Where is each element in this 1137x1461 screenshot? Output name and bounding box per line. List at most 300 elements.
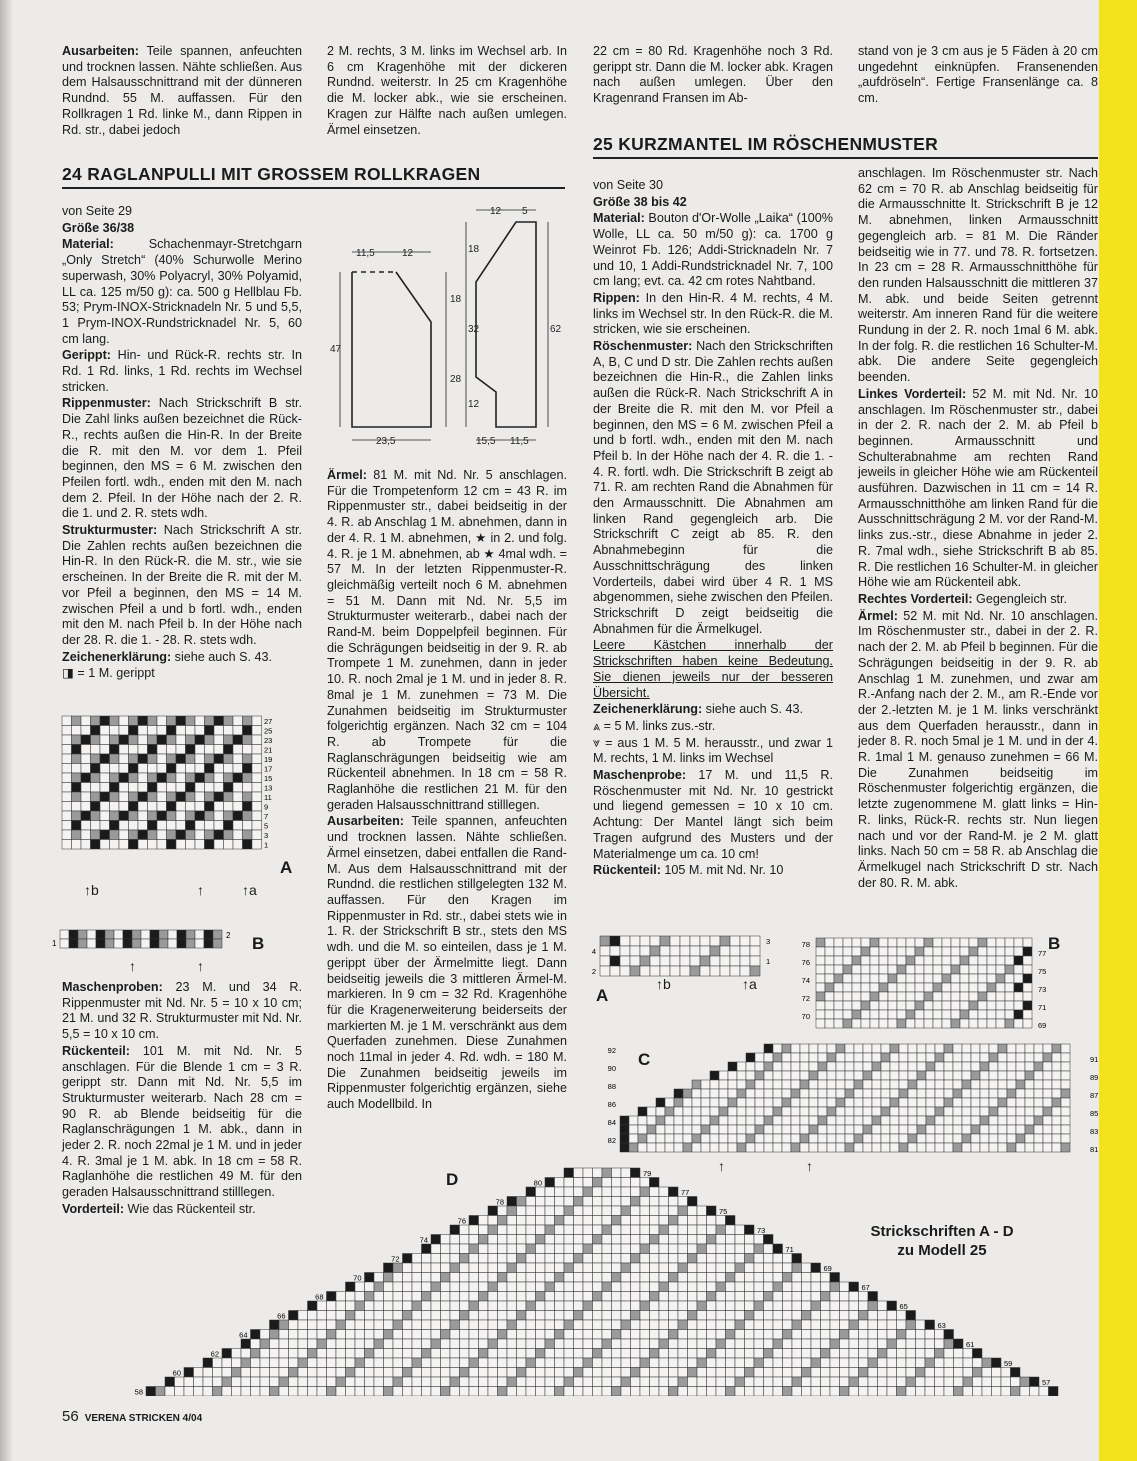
- chart-25-d-cell: [507, 1225, 517, 1235]
- chart-25-d-cell: [469, 1387, 479, 1397]
- chart-25-c-cell: [656, 1143, 665, 1152]
- schematic-w2: 12: [402, 248, 414, 259]
- chart-25-c-cell: [845, 1107, 854, 1116]
- chart-25-d-cell: [707, 1216, 717, 1226]
- chart-25-c-cell: [989, 1116, 998, 1125]
- chart-25-d-cell: [792, 1254, 802, 1264]
- chart-25-d-cell: [602, 1320, 612, 1330]
- chart-25-b-cell: [996, 956, 1005, 965]
- chart-25-d-cell: [564, 1178, 574, 1188]
- chart-25-c-left-row-number: 86: [607, 1100, 616, 1109]
- chart-25-d-cell: [289, 1349, 299, 1359]
- chart-25-b-right-row-number: 73: [1038, 985, 1047, 994]
- chart-25-d-cell: [735, 1349, 745, 1359]
- chart-25-d-cell: [488, 1254, 498, 1264]
- chart-25-d-cell: [640, 1292, 650, 1302]
- chart-25-c-cell: [683, 1143, 692, 1152]
- chart-25-d-cell: [992, 1377, 1002, 1387]
- chart-25-c-cell: [674, 1098, 683, 1107]
- chart-25-b-cell: [897, 938, 906, 947]
- chart-25-d-cell: [241, 1349, 251, 1359]
- chart-25-b-cell: [996, 992, 1005, 1001]
- chart-25-d-right-row-number: 57: [1042, 1378, 1051, 1387]
- chart-25-d-cell: [707, 1225, 717, 1235]
- chart-25-c-cell: [1061, 1107, 1070, 1116]
- chart-25-c-cell: [962, 1107, 971, 1116]
- chart-24-a-cell: [148, 811, 158, 821]
- chart-25-d-cell: [773, 1263, 783, 1273]
- chart-24-b-cell: [69, 930, 78, 939]
- chart-25-d-cell: [650, 1273, 660, 1283]
- chart-25-d-cell: [764, 1311, 774, 1321]
- chart-25-d-cell: [621, 1197, 631, 1207]
- chart-25-d-cell: [726, 1216, 736, 1226]
- chart-25-d-cell: [431, 1320, 441, 1330]
- chart-25-d-cell: [906, 1320, 916, 1330]
- chart-25-d-cell: [488, 1273, 498, 1283]
- chart-24-a-cell: [62, 735, 72, 745]
- chart-24-a-cell: [176, 754, 186, 764]
- chart-24-a-cell: [148, 754, 158, 764]
- chart-25-b-cell: [870, 1019, 879, 1028]
- chart-25-d-cell: [498, 1263, 508, 1273]
- chart-25-c-cell: [836, 1125, 845, 1134]
- chart-24-a-cell: [72, 745, 82, 755]
- chart-25-d-right-row-number: 63: [937, 1321, 946, 1330]
- chart-25-d-cell: [384, 1282, 394, 1292]
- chart-25-d-cell: [574, 1387, 584, 1397]
- chart-25-d-cell: [773, 1273, 783, 1283]
- chart-25-c-cell: [935, 1134, 944, 1143]
- chart-25-d-cell: [621, 1235, 631, 1245]
- chart-25-b-cell: [1005, 938, 1014, 947]
- chart-25-d-cell: [878, 1339, 888, 1349]
- chart-25-c-cell: [728, 1062, 737, 1071]
- chart-25-d-cell: [545, 1311, 555, 1321]
- chart-25-d-cell: [393, 1292, 403, 1302]
- chart-25-b-cell: [870, 956, 879, 965]
- chart-25-b-cell: [816, 1001, 825, 1010]
- chart-25-c-cell: [1007, 1080, 1016, 1089]
- chart-25-d-cell: [745, 1273, 755, 1283]
- chart-24-a-cell: [243, 735, 253, 745]
- chart-25-c-cell: [782, 1044, 791, 1053]
- chart-25-c-cell: [944, 1044, 953, 1053]
- chart-25-d-cell: [479, 1320, 489, 1330]
- chart-24-a-cell: [129, 764, 139, 774]
- chart-25-d-cell: [460, 1225, 470, 1235]
- chart-25-d-cell: [811, 1263, 821, 1273]
- chart-24-a-cell: [176, 764, 186, 774]
- chart-25-d-cell: [830, 1282, 840, 1292]
- chart-25-c-cell: [1016, 1071, 1025, 1080]
- chart-25-c-cell: [926, 1116, 935, 1125]
- top-col-4-text: stand von je 3 cm aus je 5 Fäden à 20 cm ungedehnt einknüpfen. Fransenenden „aufdröseln“. Fertige Fransenlänge ca. 8 cm.: [858, 44, 1098, 106]
- chart-25-c-cell: [1061, 1143, 1070, 1152]
- chart-25-d-cell: [754, 1311, 764, 1321]
- chart-24-a-cell: [195, 735, 205, 745]
- chart-25-c-cell: [836, 1071, 845, 1080]
- s24-col-2-paragraph-label: Ärmel:: [327, 468, 367, 482]
- chart-24-b-cell: [96, 930, 105, 939]
- chart-25-d-cell: [716, 1301, 726, 1311]
- chart-25-d-cell: [697, 1206, 707, 1216]
- chart-25-d-cell: [393, 1273, 403, 1283]
- chart-25-c-cell: [890, 1116, 899, 1125]
- chart-25-d-cell: [602, 1216, 612, 1226]
- chart-25-d-cell: [659, 1387, 669, 1397]
- chart-25-c-cell: [674, 1116, 683, 1125]
- chart-25-d-cell: [488, 1263, 498, 1273]
- chart-25-d-cell: [640, 1377, 650, 1387]
- chart-25-d-cell: [621, 1273, 631, 1283]
- chart-24-a-cell: [81, 811, 91, 821]
- chart-25-d-cell: [412, 1330, 422, 1340]
- chart-25-b-cell: [816, 947, 825, 956]
- chart-25-d-cell: [450, 1387, 460, 1397]
- chart-25-d-cell: [954, 1368, 964, 1378]
- chart-25-d-cell: [697, 1244, 707, 1254]
- chart-25-d-cell: [897, 1377, 907, 1387]
- s24-schematic: [326, 192, 566, 457]
- chart-25-d-cell: [593, 1282, 603, 1292]
- s24-col-1b-paragraph-label: Maschenproben:: [62, 980, 163, 994]
- chart-25-d-cell: [469, 1273, 479, 1283]
- chart-25-d-cell: [650, 1301, 660, 1311]
- chart-25-b-cell: [924, 965, 933, 974]
- chart-25-d-cell: [716, 1273, 726, 1283]
- chart-25-c-cell: [989, 1071, 998, 1080]
- chart-25-a-cell: [600, 946, 610, 956]
- chart-25-d-cell: [859, 1349, 869, 1359]
- chart-25-c-cell: [782, 1053, 791, 1062]
- chart-25-b-cell: [951, 1001, 960, 1010]
- chart-25-c-cell: [980, 1089, 989, 1098]
- s24-col-2: [327, 468, 567, 1114]
- chart-25-d-cell: [659, 1330, 669, 1340]
- chart-25-d-cell: [659, 1358, 669, 1368]
- chart-25-b-cell: [924, 992, 933, 1001]
- chart-25-d-cell: [507, 1292, 517, 1302]
- chart-25-c-cell: [818, 1143, 827, 1152]
- chart-25-c-cell: [1061, 1116, 1070, 1125]
- chart-25-d-cell: [821, 1311, 831, 1321]
- chart-25-d-cell: [802, 1330, 812, 1340]
- chart-25-d-cell: [412, 1301, 422, 1311]
- s24-col-2-paragraph: [327, 814, 567, 1112]
- chart-25-c-cell: [1016, 1062, 1025, 1071]
- chart-25-d-cell: [688, 1206, 698, 1216]
- chart-25-d-cell: [564, 1330, 574, 1340]
- chart-25-d-cell: [802, 1368, 812, 1378]
- chart-25-c-cell: [863, 1134, 872, 1143]
- chart-24-a-cell: [186, 764, 196, 774]
- chart-25-c-cell: [926, 1053, 935, 1062]
- chart-24-a-cell: [205, 764, 215, 774]
- chart-24-a-cell: [129, 745, 139, 755]
- chart-25-c-cell: [935, 1053, 944, 1062]
- chart-25-b-left-row-number: 74: [801, 976, 810, 985]
- chart-25-c-cell: [647, 1143, 656, 1152]
- chart-24-a-cell: [110, 773, 120, 783]
- chart-25-c-cell: [890, 1107, 899, 1116]
- chart-25-d-cell: [298, 1320, 308, 1330]
- chart-25-d-cell: [241, 1377, 251, 1387]
- chart-25-d-cell: [726, 1349, 736, 1359]
- chart-25-d-cell: [631, 1282, 641, 1292]
- chart-25-d-cell: [707, 1330, 717, 1340]
- chart-25-d-cell: [830, 1330, 840, 1340]
- chart-25-b-cell: [951, 974, 960, 983]
- chart-24-a-cell: [176, 821, 186, 831]
- chart-25-c-cell: [656, 1134, 665, 1143]
- chart-25-d-cell: [346, 1368, 356, 1378]
- chart-25-d-cell: [574, 1244, 584, 1254]
- chart-25-c-cell: [764, 1089, 773, 1098]
- chart-25-c-cell: [746, 1143, 755, 1152]
- chart-25-d-cell: [536, 1368, 546, 1378]
- chart-25-c-cell: [692, 1098, 701, 1107]
- chart-25-c-cell: [674, 1107, 683, 1116]
- chart-25-d-cell: [593, 1168, 603, 1178]
- chart-25-d-cell: [849, 1387, 859, 1397]
- chart-25-d-cell: [887, 1358, 897, 1368]
- chart-25-d-cell: [688, 1320, 698, 1330]
- chart-25-c-cell: [1061, 1062, 1070, 1071]
- chart-24-a-cell: [205, 811, 215, 821]
- chart-25-d-cell: [555, 1387, 565, 1397]
- chart-25-b-cell: [852, 947, 861, 956]
- chart-25-c-cell: [827, 1062, 836, 1071]
- chart-25-d-cell: [441, 1244, 451, 1254]
- chart-24-a-cell: [195, 830, 205, 840]
- chart-25-b-cell: [897, 992, 906, 1001]
- chart-25-c-cell: [962, 1134, 971, 1143]
- chart-25-b-cell: [843, 974, 852, 983]
- chart-25-d-cell: [479, 1292, 489, 1302]
- chart-25-d-cell: [450, 1368, 460, 1378]
- chart-25-b-cell: [942, 947, 951, 956]
- chart-25-c-cell: [881, 1107, 890, 1116]
- s25-col-3-paragraph-text: 105 M. mit Nd. Nr. 10: [660, 863, 784, 878]
- chart-25-d-cell: [488, 1311, 498, 1321]
- chart-25-d-cell: [821, 1330, 831, 1340]
- chart-25-d-cell: [175, 1377, 185, 1387]
- chart-25-c-cell: [818, 1134, 827, 1143]
- chart-24-a-arrow-a: ↑a: [242, 882, 257, 898]
- chart-25-d-cell: [868, 1301, 878, 1311]
- chart-25-d-cell: [659, 1377, 669, 1387]
- chart-24-a-cell: [167, 802, 177, 812]
- chart-25-c-cell: [917, 1098, 926, 1107]
- chart-25-c-cell: [782, 1071, 791, 1080]
- chart-25-d-cell: [479, 1358, 489, 1368]
- chart-25-d-cell: [365, 1282, 375, 1292]
- chart-24-a-cell: [205, 754, 215, 764]
- chart-25-d-cell: [431, 1387, 441, 1397]
- chart-25-c-cell: [746, 1125, 755, 1134]
- chart-25-b-cell: [816, 992, 825, 1001]
- chart-25-d-cell: [688, 1235, 698, 1245]
- chart-25-d-cell: [336, 1377, 346, 1387]
- chart-25-c-cell: [800, 1143, 809, 1152]
- chart-24-a-cell: [176, 783, 186, 793]
- chart-25-c-cell: [908, 1107, 917, 1116]
- chart-25-c-cell: [935, 1089, 944, 1098]
- chart-25-b-label: B: [1048, 934, 1061, 953]
- chart-24-a-cell: [167, 811, 177, 821]
- chart-25-a-right-row-number: 1: [766, 957, 771, 966]
- chart-25-d-cell: [222, 1368, 232, 1378]
- chart-25-d-cell: [241, 1387, 251, 1397]
- chart-25-c-cell: [1025, 1098, 1034, 1107]
- chart-24-a-cell: [157, 792, 167, 802]
- chart-25-c-cell: [962, 1089, 971, 1098]
- chart-25-d-cell: [574, 1282, 584, 1292]
- chart-25-d-cell: [327, 1330, 337, 1340]
- chart-25-d-cell: [602, 1301, 612, 1311]
- chart-25-d-cell: [659, 1368, 669, 1378]
- chart-25-c-cell: [674, 1134, 683, 1143]
- chart-25-c-cell: [1052, 1071, 1061, 1080]
- chart-25-c-cell: [1043, 1116, 1052, 1125]
- schematic-w1: 11,5: [356, 248, 375, 259]
- chart-24-a-cell: [110, 783, 120, 793]
- chart-25-b-cell: [879, 1019, 888, 1028]
- chart-25-a-cell: [650, 966, 660, 976]
- chart-25-d-cell: [536, 1339, 546, 1349]
- chart-25-c-cell: [710, 1143, 719, 1152]
- chart-24-a-cell: [100, 840, 110, 850]
- chart-24-a-cell: [62, 716, 72, 726]
- chart-25-d-cell: [925, 1320, 935, 1330]
- chart-24-a-cell: [224, 773, 234, 783]
- chart-25-d-cell: [279, 1358, 289, 1368]
- chart-25-d-cell: [260, 1358, 270, 1368]
- chart-25-c-cell: [710, 1098, 719, 1107]
- chart-25-d-cell: [678, 1330, 688, 1340]
- chart-25-d-cell: [678, 1216, 688, 1226]
- chart-25-d-cell: [327, 1311, 337, 1321]
- chart-25-d-cell: [517, 1216, 527, 1226]
- chart-25-d-cell: [659, 1311, 669, 1321]
- chart-25-d-cell: [830, 1301, 840, 1311]
- chart-25-d-cell: [374, 1320, 384, 1330]
- chart-25-d-left-row-number: 76: [457, 1216, 466, 1226]
- chart-24-a-cell: [72, 735, 82, 745]
- chart-25-d-cell: [593, 1244, 603, 1254]
- chart-25-d-cell: [317, 1301, 327, 1311]
- chart-25-d-cell: [479, 1225, 489, 1235]
- chart-25-b-cell: [843, 1001, 852, 1010]
- chart-25-d-cell: [488, 1292, 498, 1302]
- chart-25-d-cell: [308, 1339, 318, 1349]
- chart-24-a-cell: [91, 726, 101, 736]
- chart-25-d-cell: [498, 1349, 508, 1359]
- chart-24-a-cell: [195, 745, 205, 755]
- chart-25-d-cell: [545, 1282, 555, 1292]
- chart-24-b-cell: [186, 930, 195, 939]
- chart-24-b-cell: [96, 939, 105, 948]
- chart-24-b-cell: [150, 939, 159, 948]
- chart-25-d-cell: [308, 1377, 318, 1387]
- chart-25-d-cell: [222, 1387, 232, 1397]
- chart-25-c-cell: [827, 1071, 836, 1080]
- chart-25-d-cell: [935, 1339, 945, 1349]
- chart-25-c-cell: [890, 1053, 899, 1062]
- chart-24-a-cell: [176, 811, 186, 821]
- chart-25-c-cell: [809, 1107, 818, 1116]
- chart-25-d-right-row-number: 65: [899, 1302, 908, 1311]
- charts-caption: [852, 1222, 1032, 1260]
- chart-25-c-cell: [782, 1062, 791, 1071]
- chart-25-c-grid: [600, 1040, 1100, 1158]
- chart-25-c-cell: [674, 1089, 683, 1098]
- chart-25-d-cell: [621, 1311, 631, 1321]
- chart-25-d-cell: [450, 1377, 460, 1387]
- chart-25-c-cell: [755, 1143, 764, 1152]
- chart-25-d-cell: [355, 1377, 365, 1387]
- chart-25-d-cell: [735, 1292, 745, 1302]
- chart-25-d-cell: [583, 1292, 593, 1302]
- chart-24-a-cell: [176, 792, 186, 802]
- chart-25-d-cell: [450, 1292, 460, 1302]
- chart-25-b-cell: [897, 956, 906, 965]
- chart-25-d-cell: [469, 1282, 479, 1292]
- chart-25-d-cell: [621, 1168, 631, 1178]
- chart-25-c-cell: [638, 1134, 647, 1143]
- chart-25-c-cell: [872, 1107, 881, 1116]
- chart-25-d-cell: [678, 1320, 688, 1330]
- chart-25-c-cell: [1052, 1080, 1061, 1089]
- chart-25-d-cell: [631, 1387, 641, 1397]
- chart-24-b-cell: [159, 939, 168, 948]
- chart-25-b-cell: [888, 947, 897, 956]
- chart-25-a-cell: [700, 966, 710, 976]
- chart-25-d-cell: [859, 1320, 869, 1330]
- chart-25-c-cell: [971, 1116, 980, 1125]
- chart-24-b-cell: [114, 939, 123, 948]
- chart-25-b-cell: [924, 974, 933, 983]
- chart-25-d-cell: [507, 1311, 517, 1321]
- chart-25-d-cell: [650, 1368, 660, 1378]
- chart-25-c-cell: [728, 1098, 737, 1107]
- chart-24-a-cell: [233, 726, 243, 736]
- s25-col-3-paragraph-label: Röschenmuster:: [593, 339, 693, 354]
- chart-24-a-cell: [205, 783, 215, 793]
- chart-25-b-cell: [996, 1010, 1005, 1019]
- chart-25-c-cell: [728, 1107, 737, 1116]
- chart-24-a-cell: [195, 792, 205, 802]
- chart-25-d-cell: [678, 1311, 688, 1321]
- chart-25-d-cell: [602, 1339, 612, 1349]
- chart-25-d-cell: [564, 1216, 574, 1226]
- chart-24-b-cell: [177, 939, 186, 948]
- chart-25-d-cell: [422, 1330, 432, 1340]
- chart-24-a-cell: [129, 735, 139, 745]
- chart-25-d-cell: [650, 1244, 660, 1254]
- chart-25-b-cell: [870, 974, 879, 983]
- chart-25-b-cell: [942, 965, 951, 974]
- chart-25-b-cell: [861, 1010, 870, 1019]
- chart-25-d-cell: [878, 1301, 888, 1311]
- chart-25-d-cell: [792, 1263, 802, 1273]
- chart-25-c-cell: [791, 1125, 800, 1134]
- chart-25-c-cell: [989, 1125, 998, 1134]
- chart-25-b-cell: [816, 965, 825, 974]
- chart-25-c-cell: [944, 1053, 953, 1062]
- chart-25-d-cell: [840, 1311, 850, 1321]
